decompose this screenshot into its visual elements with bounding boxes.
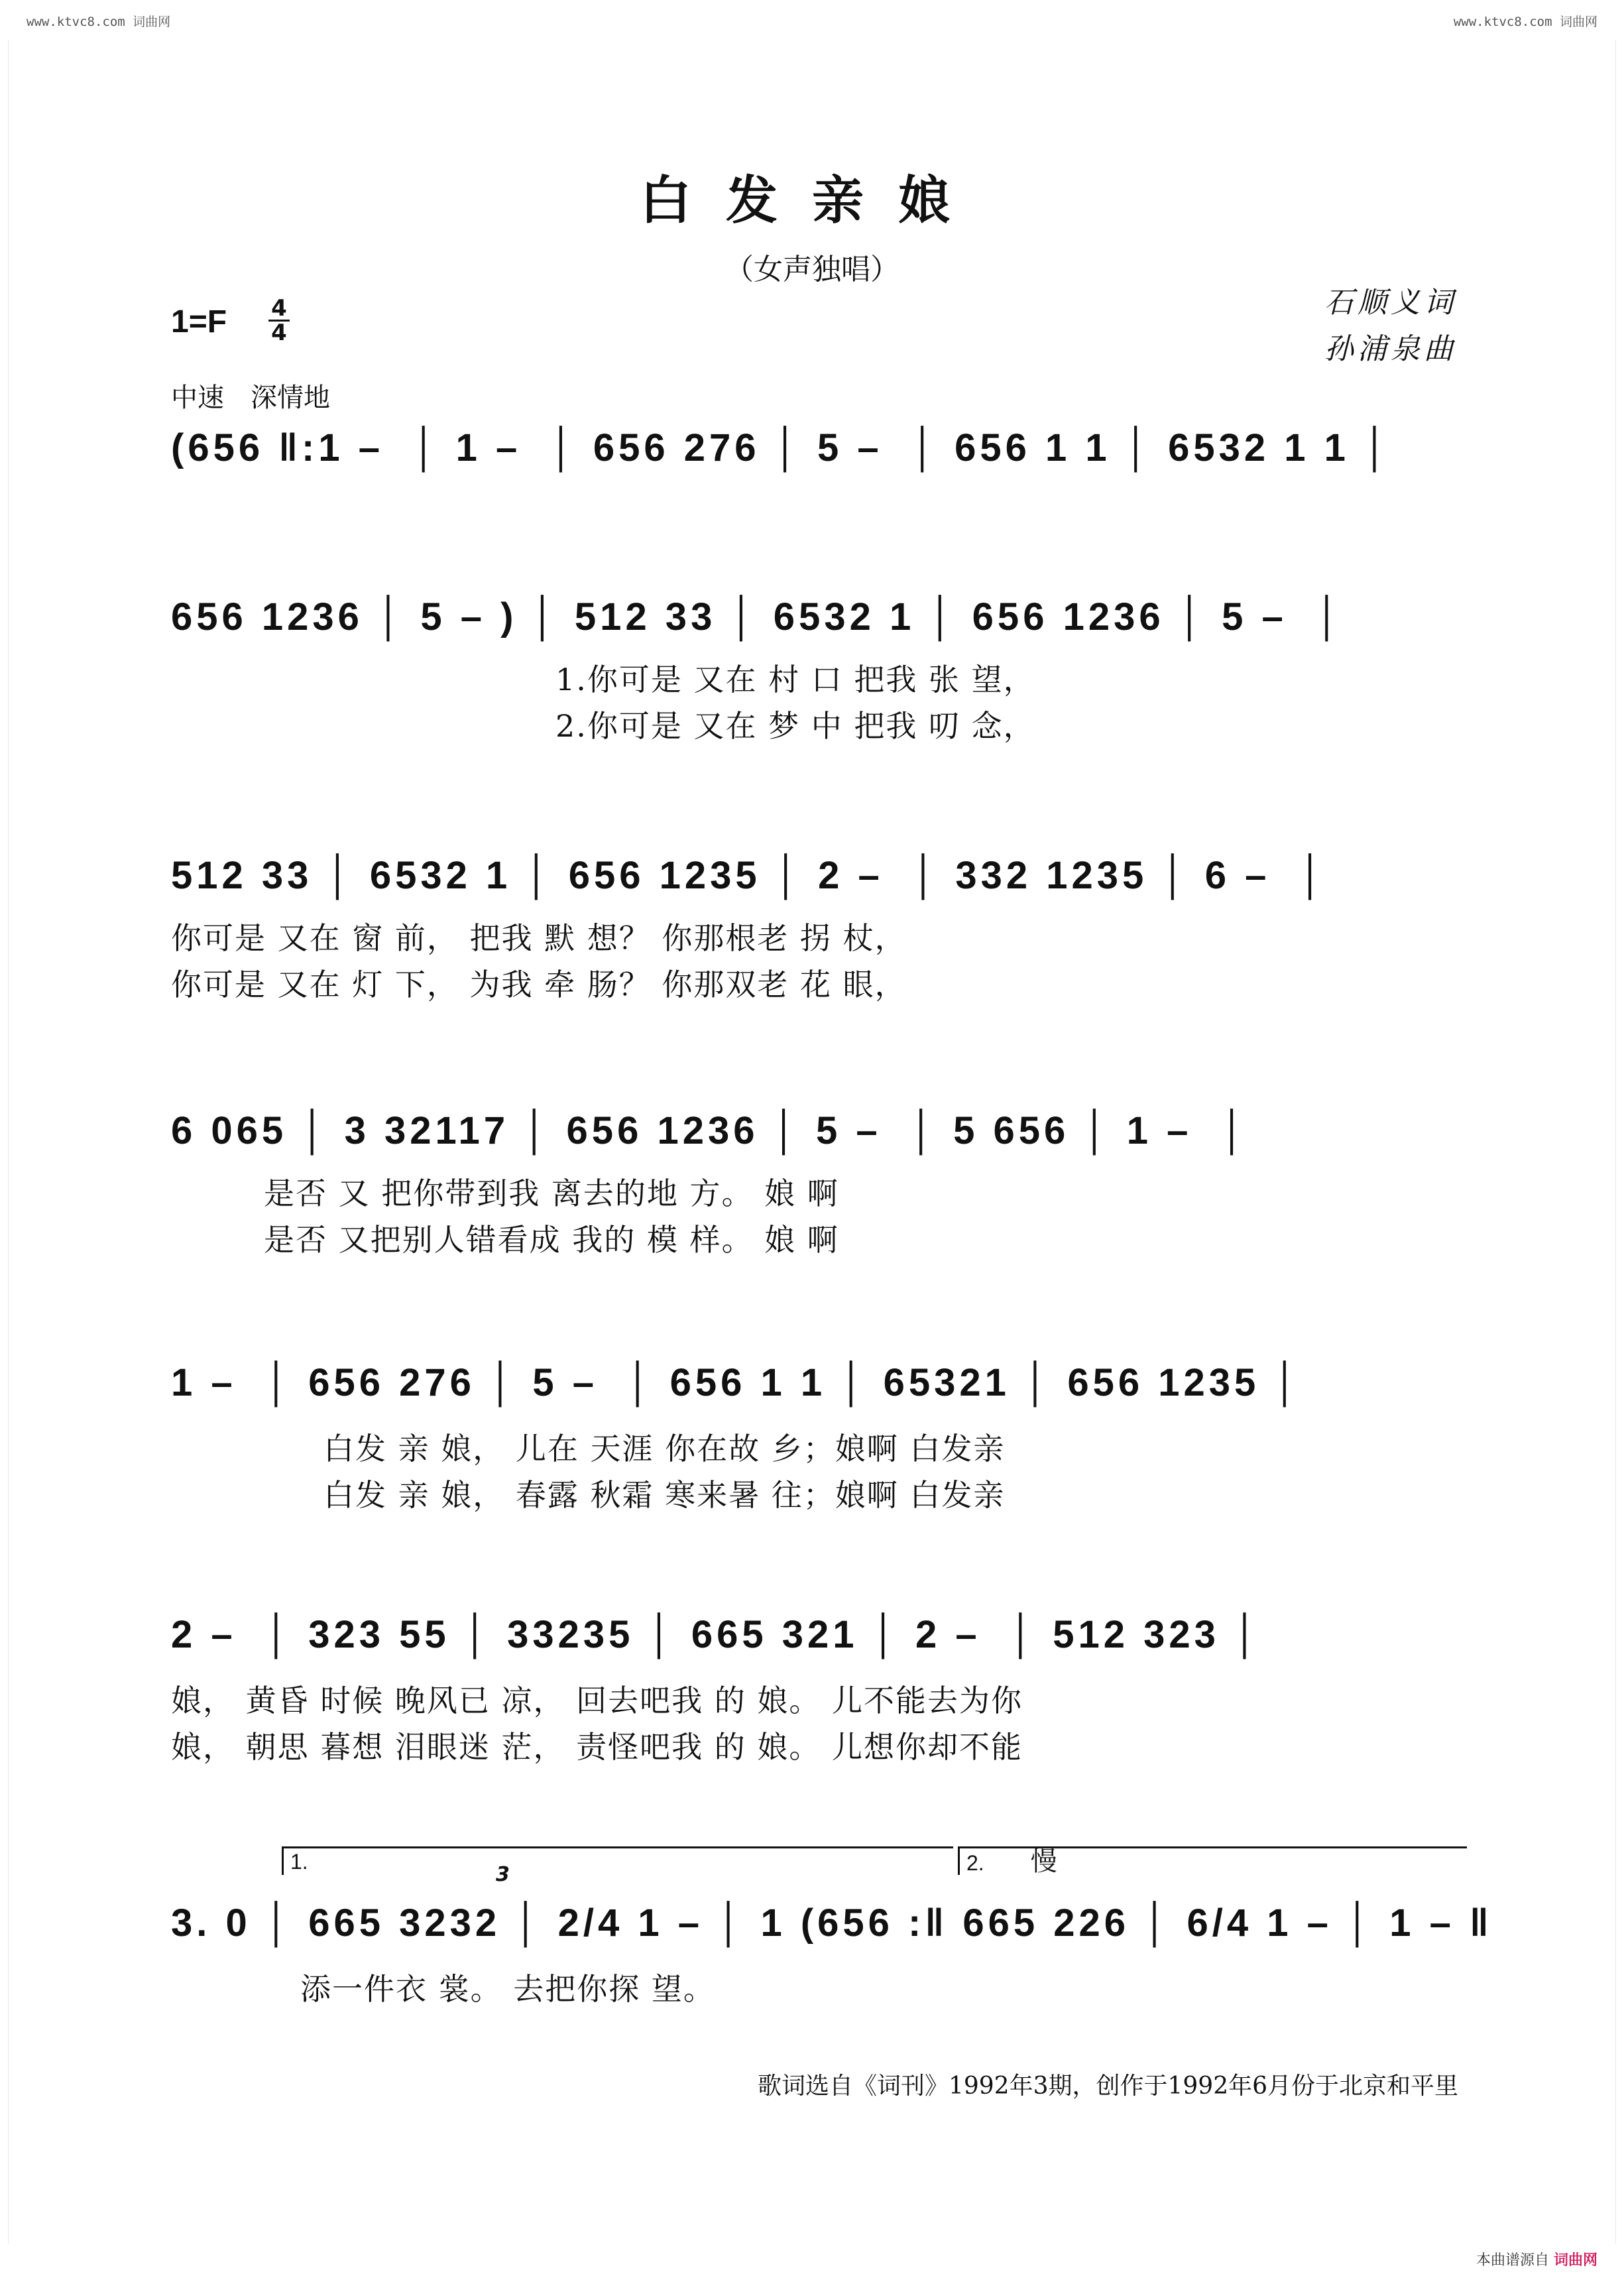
source-note: 歌词选自《词刊》1992年3期，创作于1992年6月份于北京和平里 bbox=[757, 2073, 1458, 2100]
time-signature bbox=[268, 297, 290, 344]
right-margin-strip bbox=[1601, 40, 1616, 2244]
left-margin-strip bbox=[8, 40, 23, 2244]
slow-marking: 慢 bbox=[1030, 1846, 1057, 1877]
key-signature: 1=F bbox=[171, 304, 227, 339]
corner-brand: 词曲网 bbox=[1553, 2252, 1597, 2269]
score-line-2 bbox=[171, 587, 1460, 759]
notation-row: 512 33 │ 6532 1 │ 656 1235 │ 2 – │ 332 1235 │ 6 – │ bbox=[171, 854, 1328, 897]
notation-row: 6 065 │ 3 32117 │ 656 1236 │ 5 – │ 5 656 │ 1 – │ bbox=[171, 1109, 1249, 1152]
score-line-4 bbox=[171, 1101, 1460, 1273]
composer-credit: 孙浦泉曲 bbox=[1324, 332, 1457, 366]
lyricist-credit: 石顺义词 bbox=[1324, 286, 1457, 320]
volta-second-ending bbox=[958, 1846, 1467, 1875]
time-signature-top: 4 bbox=[271, 295, 287, 322]
score-line-3 bbox=[171, 845, 1460, 1018]
corner-label: 本曲谱源自 bbox=[1476, 2252, 1549, 2269]
notation-row: 2 – │ 323 55 │ 33235 │ 665 321 │ 2 – │ 512 323 │ bbox=[171, 1613, 1263, 1656]
score-line-5 bbox=[171, 1352, 1460, 1525]
lyric-verse-2: 是否 又把别人错看成 我的 模 样。 娘 啊 bbox=[264, 1222, 839, 1258]
song-title: 白发亲娘 bbox=[639, 170, 984, 231]
lyric-verse-2: 娘， 朝思 暮想 泪眼迷 茫， 责怪吧我 的 娘。 儿想你却不能 bbox=[171, 1729, 1023, 1765]
lyric-verse-1: 你可是 又在 窗 前， 把我 默 想？ 你那根老 拐 杖， bbox=[171, 920, 907, 956]
lyric-verse-1: 添一件衣 裳。 去把你探 望。 bbox=[300, 1971, 715, 2007]
lyric-verse-2: 白发 亲 娘， 春露 秋霜 寒来暑 往；娘啊 白发亲 bbox=[323, 1477, 1006, 1513]
tempo-marking: 中速 深情地 bbox=[171, 383, 330, 412]
lyric-verse-2: 你可是 又在 灯 下， 为我 牵 肠？ 你那双老 花 眼， bbox=[171, 967, 907, 1002]
song-subtitle: （女声独唱） bbox=[725, 253, 899, 286]
volta-label: 2. bbox=[966, 1851, 984, 1875]
volta-label: 1. bbox=[290, 1850, 308, 1874]
lyric-verse-1: 是否 又 把你带到我 离去的地 方。 娘 啊 bbox=[264, 1175, 839, 1211]
triplet-mark: 3 bbox=[496, 1863, 510, 1886]
site-badge[interactable] bbox=[1476, 2249, 1597, 2269]
notation-row: (656 ‖:1 – │ 1 – │ 656 276 │ 5 – │ 656 1 1 │ 6532 1 1 │ bbox=[171, 426, 1393, 469]
site-url-left[interactable]: www.ktvc8.com 词曲网 bbox=[27, 15, 171, 29]
notation-row: 3. 0 │ 665 3232 │ 2/4 1 – │ 1 (656 :‖ 665 226 │ 6/4 1 – │ 1 – ‖ bbox=[171, 1901, 1493, 1945]
lyric-verse-1: 白发 亲 娘， 儿在 天涯 你在故 乡；娘啊 白发亲 bbox=[323, 1431, 1006, 1467]
score-line-7 bbox=[171, 1893, 1493, 2025]
time-signature-bottom: 4 bbox=[271, 320, 287, 346]
lyric-verse-1: 1.你可是 又在 村 口 把我 张 望， bbox=[555, 662, 1035, 697]
site-url-right[interactable]: www.ktvc8.com 词曲网 bbox=[1453, 15, 1597, 29]
volta-first-ending bbox=[282, 1846, 953, 1875]
lyric-verse-1: 娘， 黄昏 时候 晚风已 凉， 回去吧我 的 娘。 儿不能去为你 bbox=[171, 1683, 1023, 1718]
score-line-6 bbox=[171, 1604, 1460, 1777]
score-line-1 bbox=[171, 418, 1460, 497]
notation-row: 1 – │ 656 276 │ 5 – │ 656 1 1 │ 65321 │ 656 1235 │ bbox=[171, 1361, 1303, 1404]
notation-row: 656 1236 │ 5 – ) │ 512 33 │ 6532 1 │ 656 1236 │ 5 – │ bbox=[171, 595, 1345, 638]
lyric-verse-2: 2.你可是 又在 梦 中 把我 叨 念， bbox=[555, 708, 1035, 744]
